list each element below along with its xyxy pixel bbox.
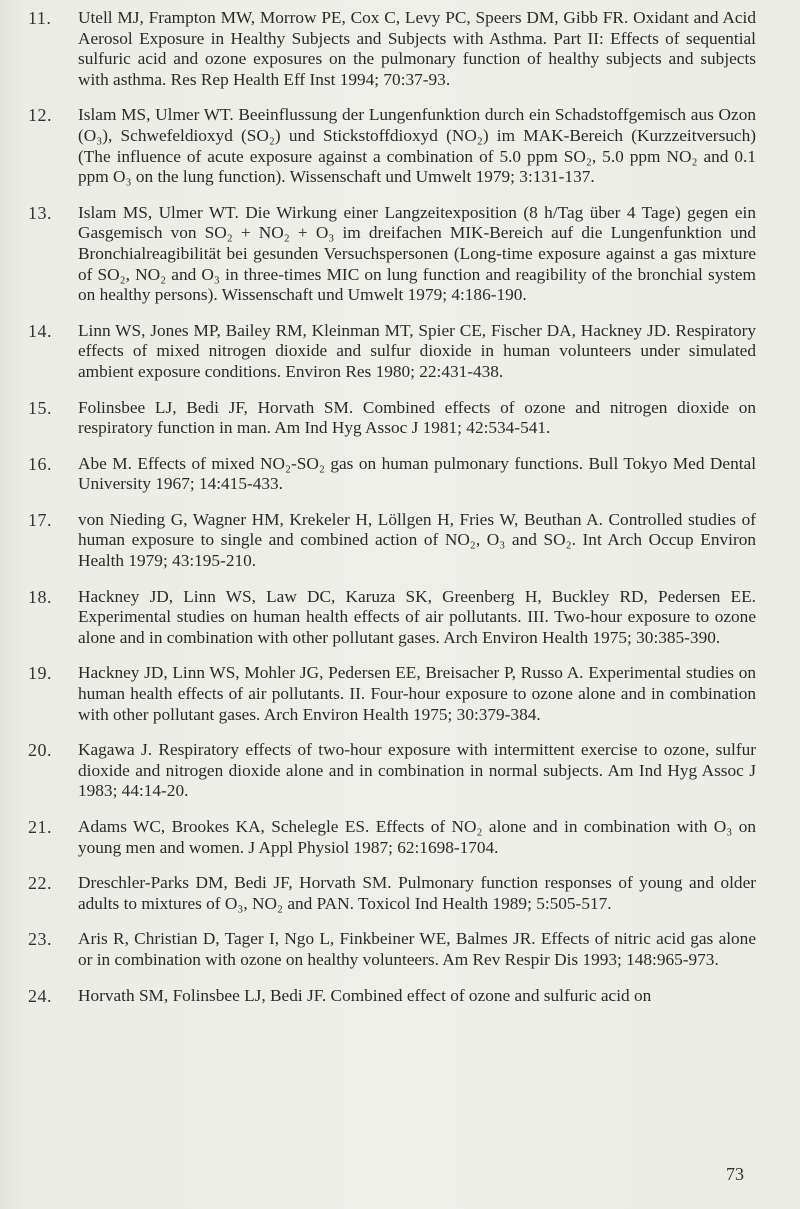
reference-text: Dreschler-Parks DM, Bedi JF, Horvath SM. Pulmonary function responses of young and older adults to mixtures of O₃, NO₂ and PAN. Toxicol Ind Health 1989; 5:505-517. (78, 873, 756, 913)
reference-number: 24. (28, 985, 52, 1006)
reference-item (28, 817, 756, 858)
reference-item (28, 929, 756, 970)
reference-number: 12. (28, 105, 52, 126)
reference-number: 11. (28, 8, 52, 28)
page-number: 73 (726, 1164, 744, 1184)
reference-number: 21. (28, 817, 52, 837)
reference-text: Utell MJ, Frampton MW, Morrow PE, Cox C, Levy PC, Speers DM, Gibb FR. Oxidant and Acid Aerosol Exposure in Healthy Subjects and Subjects with Asthma. Part II: Effects of sequential sulfuric acid and ozone exposures on the pulmonary function of healthy subjects and subjects with asthma. Res Rep Health Eff Inst 1994; 70:37-93. (78, 8, 756, 89)
reference-item (28, 8, 756, 90)
reference-number: 22. (28, 873, 52, 894)
reference-number: 14. (28, 320, 52, 341)
reference-list (28, 8, 756, 1006)
reference-item (28, 587, 756, 649)
reference-item (28, 105, 756, 187)
reference-number: 19. (28, 663, 52, 684)
reference-text: Aris R, Christian D, Tager I, Ngo L, Finkbeiner WE, Balmes JR. Effects of nitric acid gas alone or in combination with ozone on healthy volunteers. Am Rev Respir Dis 1993; 148:965-973. (78, 929, 756, 969)
reference-text: Hackney JD, Linn WS, Mohler JG, Pedersen EE, Breisacher P, Russo A. Experimental studies on human health effects of air pollutants. II. Four-hour exposure to ozone alone and in combination with other pollutant gases. Arch Environ Health 1975; 30:379-384. (78, 663, 756, 724)
reference-text: Hackney JD, Linn WS, Law DC, Karuza SK, Greenberg H, Buckley RD, Pedersen EE. Experimental studies on human health effects of air pollutants. III. Two-hour exposure to ozone alone and in combination with other pollutant gases. Arch Environ Health 1975; 30:385-390. (78, 586, 756, 647)
reference-item (28, 873, 756, 914)
reference-text: Folinsbee LJ, Bedi JF, Horvath SM. Combined effects of ozone and nitrogen dioxide on respiratory function in man. Am Ind Hyg Assoc J 1981; 42:534-541. (78, 397, 756, 438)
reference-text: von Nieding G, Wagner HM, Krekeler H, Löllgen H, Fries W, Beuthan A. Controlled studies of human exposure to single and combined action of NO₂, O₃ and SO₂. Int Arch Occup Environ Health 1979; 43:195-210. (78, 509, 756, 571)
reference-item (28, 203, 756, 306)
reference-text: Kagawa J. Respiratory effects of two-hour exposure with intermittent exercise to ozone, sulfur dioxide and nitrogen dioxide alone and in combination in normal subjects. Am Ind Hyg Assoc J 1983; 44:14-20. (78, 740, 756, 801)
reference-number: 17. (28, 509, 52, 530)
reference-text: Horvath SM, Folinsbee LJ, Bedi JF. Combined effect of ozone and sulfuric acid on (78, 985, 652, 1005)
reference-text: Linn WS, Jones MP, Bailey RM, Kleinman MT, Spier CE, Fischer DA, Hackney JD. Respiratory effects of mixed nitrogen dioxide and sulfur dioxide in human volunteers under simulated ambient exposure conditions. Environ Res 1980; 22:431-438. (78, 320, 756, 381)
reference-number: 15. (28, 397, 52, 418)
reference-number: 20. (28, 740, 52, 761)
reference-number: 13. (28, 202, 52, 223)
reference-text: Islam MS, Ulmer WT. Die Wirkung einer Langzeitexposition (8 h/Tag über 4 Tage) gegen ein Gasgemisch von SO₂ + NO₂ + O₃ im dreifachen MIK-Bereich auf die Lungenfunktion und Bronchialreagibilität bei gesunden Versuchspersonen (Long-time exposure against a gas mixture of SO₂, NO₂ and O₃ in three-times MIC on lung function and reagibility of the bronchial system on healthy persons). Wissenschaft und Umwelt 1979; 4:186-190. (78, 202, 756, 305)
reference-item (28, 740, 756, 802)
reference-text: Abe M. Effects of mixed NO₂-SO₂ gas on human pulmonary functions. Bull Tokyo Med Dental University 1967; 14:415-433. (78, 453, 756, 494)
reference-item (28, 454, 756, 495)
reference-item (28, 986, 756, 1007)
reference-text: Islam MS, Ulmer WT. Beeinflussung der Lungenfunktion durch ein Schadstoffgemisch aus Ozon (O₃), Schwefeldioxyd (SO₂) und Stickstoffdioxyd (NO₂) im MAK-Bereich (Kurzzeitversuch) (The influence of acute exposure against a combination of 5.0 ppm SO₂, 5.0 ppm NO₂ and 0.1 ppm O₃ on the lung function). Wissenschaft und Umwelt 1979; 3:131-137. (78, 105, 756, 187)
reference-item (28, 663, 756, 725)
reference-item (28, 321, 756, 383)
reference-item (28, 398, 756, 439)
reference-item (28, 510, 756, 572)
reference-number: 18. (28, 586, 52, 607)
reference-text: Adams WC, Brookes KA, Schelegle ES. Effects of NO₂ alone and in combination with O₃ on young men and women. J Appl Physiol 1987; 62:1698-1704. (78, 817, 756, 857)
reference-number: 16. (28, 453, 52, 474)
reference-number: 23. (28, 929, 52, 950)
